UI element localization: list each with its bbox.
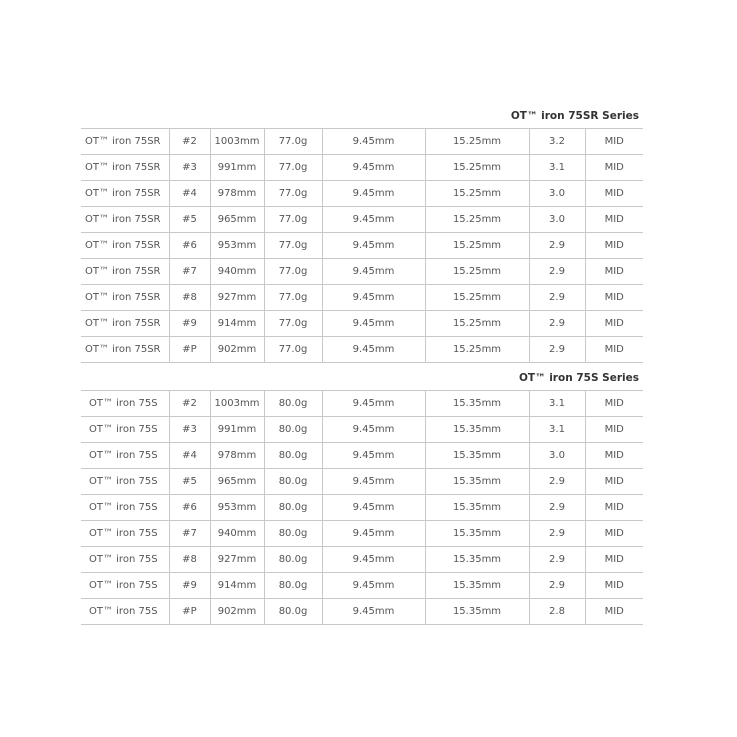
club-number-cell: #5 — [169, 207, 210, 233]
club-number-cell: #4 — [169, 443, 210, 469]
weight-cell: 80.0g — [264, 417, 322, 443]
butt-diameter-cell: 15.35mm — [425, 495, 529, 521]
table-row — [81, 129, 643, 155]
table-row — [81, 311, 643, 337]
table-row — [81, 337, 643, 363]
torque-cell: 2.8 — [529, 599, 585, 625]
club-number-cell: #P — [169, 599, 210, 625]
length-cell: 940mm — [210, 259, 264, 285]
butt-diameter-cell: 15.35mm — [425, 417, 529, 443]
length-cell: 1003mm — [210, 129, 264, 155]
butt-diameter-cell: 15.35mm — [425, 443, 529, 469]
weight-cell: 80.0g — [264, 521, 322, 547]
club-number-cell: #8 — [169, 547, 210, 573]
tip-diameter-cell: 9.45mm — [322, 469, 425, 495]
length-cell: 940mm — [210, 521, 264, 547]
tip-diameter-cell: 9.45mm — [322, 129, 425, 155]
length-cell: 914mm — [210, 311, 264, 337]
model-cell: OT™ iron 75SR — [81, 337, 169, 363]
butt-diameter-cell: 15.35mm — [425, 599, 529, 625]
torque-cell: 2.9 — [529, 233, 585, 259]
butt-diameter-cell: 15.35mm — [425, 521, 529, 547]
length-cell: 991mm — [210, 155, 264, 181]
club-number-cell: #P — [169, 337, 210, 363]
spec-table-75sr — [81, 128, 643, 363]
model-cell: OT™ iron 75S — [81, 443, 169, 469]
tip-diameter-cell: 9.45mm — [322, 181, 425, 207]
weight-cell: 80.0g — [264, 573, 322, 599]
length-cell: 914mm — [210, 573, 264, 599]
club-number-cell: #3 — [169, 417, 210, 443]
model-cell: OT™ iron 75S — [81, 495, 169, 521]
butt-diameter-cell: 15.25mm — [425, 129, 529, 155]
length-cell: 902mm — [210, 599, 264, 625]
model-cell: OT™ iron 75SR — [81, 207, 169, 233]
torque-cell: 2.9 — [529, 521, 585, 547]
tip-diameter-cell: 9.45mm — [322, 207, 425, 233]
tip-diameter-cell: 9.45mm — [322, 337, 425, 363]
table-row — [81, 181, 643, 207]
weight-cell: 80.0g — [264, 547, 322, 573]
butt-diameter-cell: 15.35mm — [425, 469, 529, 495]
table-row — [81, 443, 643, 469]
butt-diameter-cell: 15.35mm — [425, 391, 529, 417]
club-number-cell: #7 — [169, 521, 210, 547]
torque-cell: 2.9 — [529, 573, 585, 599]
series-title-75s: OT™ iron 75S Series — [518, 372, 639, 384]
length-cell: 927mm — [210, 285, 264, 311]
model-cell: OT™ iron 75SR — [81, 259, 169, 285]
tip-diameter-cell: 9.45mm — [322, 417, 425, 443]
table-row — [81, 495, 643, 521]
weight-cell: 77.0g — [264, 337, 322, 363]
kick-point-cell: MID — [585, 181, 643, 207]
club-number-cell: #2 — [169, 391, 210, 417]
table-row — [81, 155, 643, 181]
model-cell: OT™ iron 75SR — [81, 129, 169, 155]
weight-cell: 77.0g — [264, 311, 322, 337]
tip-diameter-cell: 9.45mm — [322, 285, 425, 311]
length-cell: 902mm — [210, 337, 264, 363]
torque-cell: 3.0 — [529, 181, 585, 207]
tip-diameter-cell: 9.45mm — [322, 599, 425, 625]
table-row — [81, 207, 643, 233]
model-cell: OT™ iron 75S — [81, 573, 169, 599]
weight-cell: 80.0g — [264, 443, 322, 469]
table-row — [81, 521, 643, 547]
tip-diameter-cell: 9.45mm — [322, 391, 425, 417]
table-row — [81, 469, 643, 495]
butt-diameter-cell: 15.25mm — [425, 337, 529, 363]
length-cell: 927mm — [210, 547, 264, 573]
model-cell: OT™ iron 75SR — [81, 155, 169, 181]
torque-cell: 3.2 — [529, 129, 585, 155]
butt-diameter-cell: 15.25mm — [425, 181, 529, 207]
kick-point-cell: MID — [585, 521, 643, 547]
club-number-cell: #8 — [169, 285, 210, 311]
table-row — [81, 417, 643, 443]
torque-cell: 2.9 — [529, 285, 585, 311]
club-number-cell: #9 — [169, 311, 210, 337]
torque-cell: 2.9 — [529, 311, 585, 337]
club-number-cell: #4 — [169, 181, 210, 207]
kick-point-cell: MID — [585, 495, 643, 521]
series-title-75sr: OT™ iron 75SR Series — [510, 110, 639, 122]
butt-diameter-cell: 15.35mm — [425, 573, 529, 599]
model-cell: OT™ iron 75SR — [81, 311, 169, 337]
table-row — [81, 233, 643, 259]
model-cell: OT™ iron 75SR — [81, 181, 169, 207]
weight-cell: 77.0g — [264, 285, 322, 311]
tip-diameter-cell: 9.45mm — [322, 311, 425, 337]
kick-point-cell: MID — [585, 469, 643, 495]
kick-point-cell: MID — [585, 285, 643, 311]
weight-cell: 77.0g — [264, 155, 322, 181]
weight-cell: 80.0g — [264, 391, 322, 417]
tip-diameter-cell: 9.45mm — [322, 443, 425, 469]
butt-diameter-cell: 15.35mm — [425, 547, 529, 573]
length-cell: 953mm — [210, 495, 264, 521]
kick-point-cell: MID — [585, 547, 643, 573]
weight-cell: 77.0g — [264, 259, 322, 285]
kick-point-cell: MID — [585, 391, 643, 417]
kick-point-cell: MID — [585, 311, 643, 337]
model-cell: OT™ iron 75S — [81, 417, 169, 443]
weight-cell: 77.0g — [264, 233, 322, 259]
weight-cell: 77.0g — [264, 207, 322, 233]
length-cell: 978mm — [210, 443, 264, 469]
weight-cell: 80.0g — [264, 469, 322, 495]
club-number-cell: #6 — [169, 495, 210, 521]
kick-point-cell: MID — [585, 443, 643, 469]
torque-cell: 3.0 — [529, 207, 585, 233]
model-cell: OT™ iron 75S — [81, 521, 169, 547]
tip-diameter-cell: 9.45mm — [322, 573, 425, 599]
tip-diameter-cell: 9.45mm — [322, 495, 425, 521]
length-cell: 1003mm — [210, 391, 264, 417]
weight-cell: 77.0g — [264, 181, 322, 207]
table-row — [81, 259, 643, 285]
weight-cell: 80.0g — [264, 495, 322, 521]
club-number-cell: #2 — [169, 129, 210, 155]
club-number-cell: #6 — [169, 233, 210, 259]
butt-diameter-cell: 15.25mm — [425, 311, 529, 337]
butt-diameter-cell: 15.25mm — [425, 155, 529, 181]
tip-diameter-cell: 9.45mm — [322, 155, 425, 181]
club-number-cell: #7 — [169, 259, 210, 285]
butt-diameter-cell: 15.25mm — [425, 285, 529, 311]
weight-cell: 77.0g — [264, 129, 322, 155]
model-cell: OT™ iron 75SR — [81, 233, 169, 259]
torque-cell: 2.9 — [529, 259, 585, 285]
tip-diameter-cell: 9.45mm — [322, 547, 425, 573]
torque-cell: 2.9 — [529, 337, 585, 363]
torque-cell: 3.1 — [529, 391, 585, 417]
butt-diameter-cell: 15.25mm — [425, 207, 529, 233]
model-cell: OT™ iron 75S — [81, 469, 169, 495]
tip-diameter-cell: 9.45mm — [322, 521, 425, 547]
club-number-cell: #9 — [169, 573, 210, 599]
torque-cell: 2.9 — [529, 547, 585, 573]
kick-point-cell: MID — [585, 417, 643, 443]
tip-diameter-cell: 9.45mm — [322, 233, 425, 259]
model-cell: OT™ iron 75S — [81, 391, 169, 417]
spec-table-75s — [81, 390, 643, 625]
length-cell: 965mm — [210, 469, 264, 495]
table-row — [81, 391, 643, 417]
club-number-cell: #5 — [169, 469, 210, 495]
torque-cell: 3.1 — [529, 155, 585, 181]
kick-point-cell: MID — [585, 233, 643, 259]
length-cell: 991mm — [210, 417, 264, 443]
weight-cell: 80.0g — [264, 599, 322, 625]
kick-point-cell: MID — [585, 207, 643, 233]
torque-cell: 3.0 — [529, 443, 585, 469]
butt-diameter-cell: 15.25mm — [425, 233, 529, 259]
kick-point-cell: MID — [585, 573, 643, 599]
table-row — [81, 599, 643, 625]
torque-cell: 2.9 — [529, 495, 585, 521]
table-row — [81, 547, 643, 573]
kick-point-cell: MID — [585, 599, 643, 625]
table-row — [81, 573, 643, 599]
torque-cell: 3.1 — [529, 417, 585, 443]
model-cell: OT™ iron 75S — [81, 547, 169, 573]
length-cell: 978mm — [210, 181, 264, 207]
kick-point-cell: MID — [585, 337, 643, 363]
kick-point-cell: MID — [585, 155, 643, 181]
tip-diameter-cell: 9.45mm — [322, 259, 425, 285]
kick-point-cell: MID — [585, 129, 643, 155]
club-number-cell: #3 — [169, 155, 210, 181]
butt-diameter-cell: 15.25mm — [425, 259, 529, 285]
model-cell: OT™ iron 75S — [81, 599, 169, 625]
length-cell: 965mm — [210, 207, 264, 233]
length-cell: 953mm — [210, 233, 264, 259]
torque-cell: 2.9 — [529, 469, 585, 495]
kick-point-cell: MID — [585, 259, 643, 285]
model-cell: OT™ iron 75SR — [81, 285, 169, 311]
table-row — [81, 285, 643, 311]
